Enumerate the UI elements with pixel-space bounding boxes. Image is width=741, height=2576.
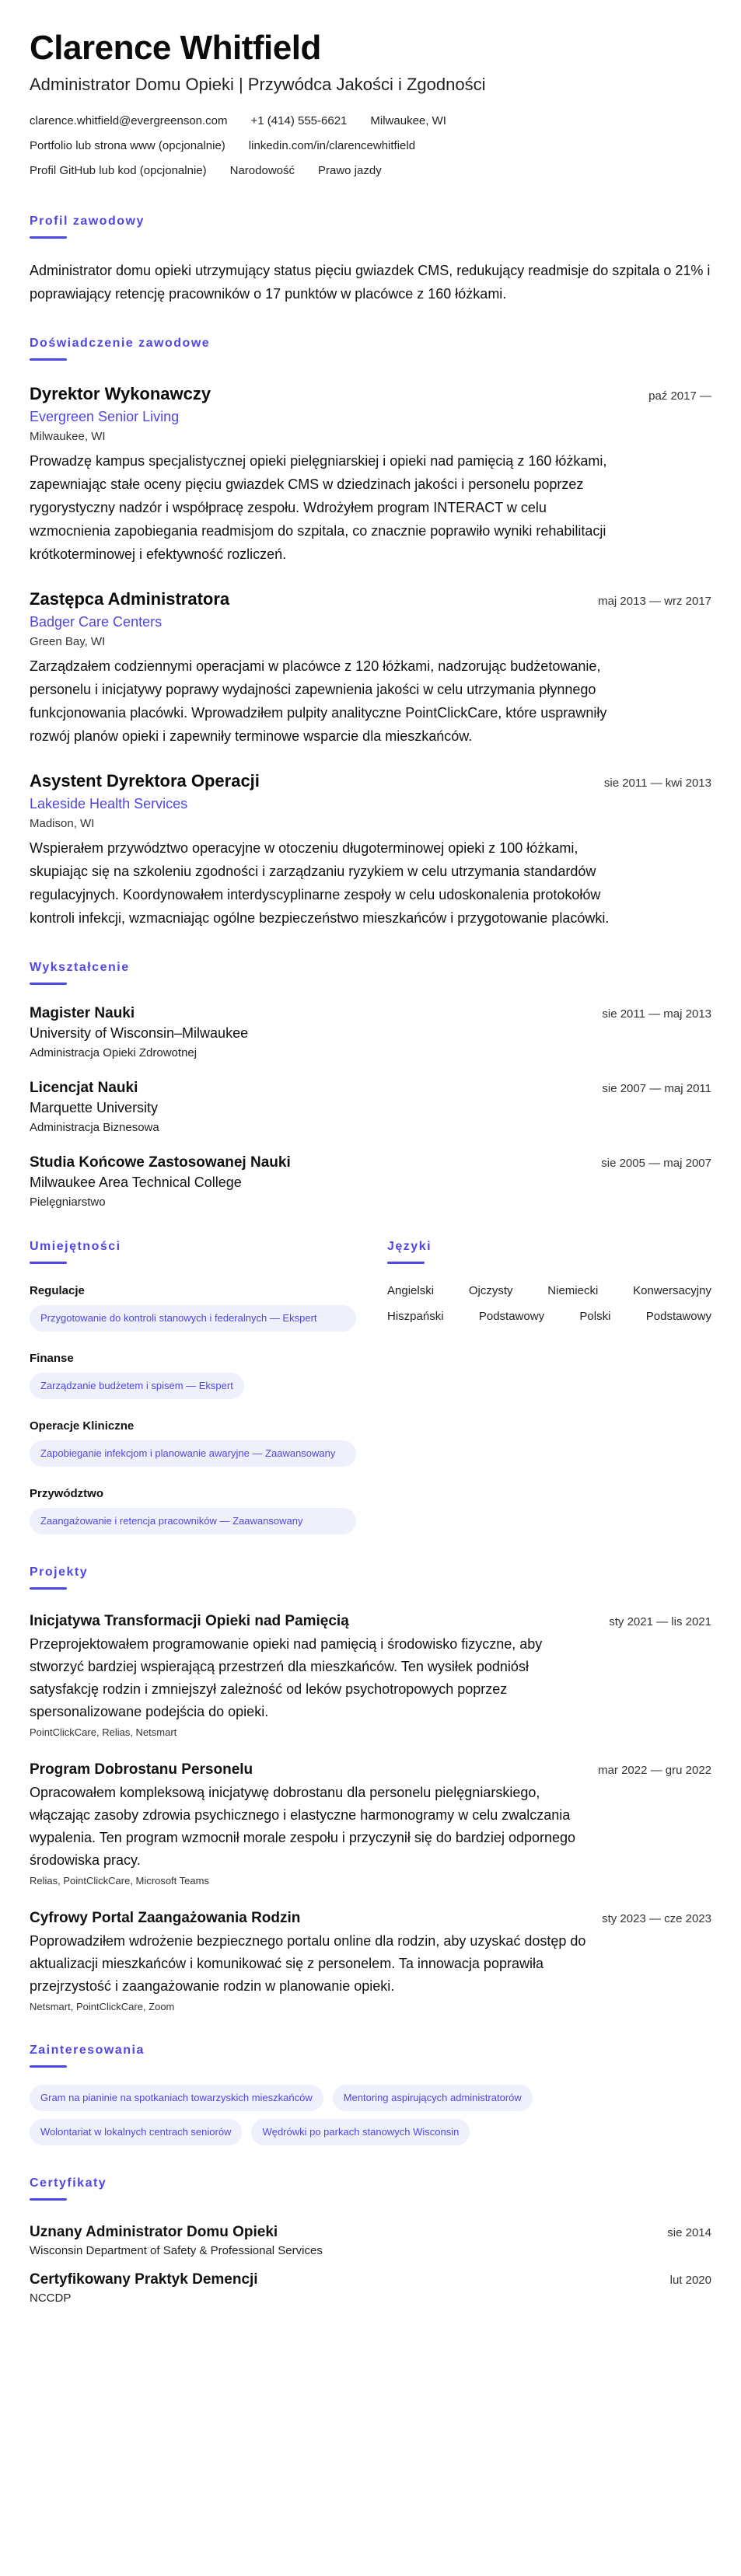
section-underline bbox=[387, 1262, 425, 1264]
projects-section bbox=[30, 1565, 711, 2012]
profile-summary: Administrator domu opieki utrzymujący status pięciu gwiazdek CMS, redukujący readmisje do szpitala o 21% i poprawiający retencję pracowników o 17 punktów w placówce z 160 łóżkami. bbox=[30, 263, 711, 302]
language-row bbox=[387, 1284, 711, 1297]
project-description: Opracowałem kompleksową inicjatywę dobrostanu dla personelu pielęgniarskiego, włączając zasoby zdrowia psychicznego i elastyczne harmonogramy w celu zwalczania wypalenia. Ten program wzmocnił morale zespołu i przyczynił się do bardziej odpornego środowiska pracy. bbox=[30, 1785, 576, 1868]
degree-title: Licencjat Nauki bbox=[30, 1080, 138, 1096]
skill-pill: Zapobieganie infekcjom i planowanie awaryjne — Zaawansowany bbox=[30, 1440, 356, 1467]
skill-category: Regulacje bbox=[30, 1284, 85, 1297]
job-entry bbox=[30, 589, 711, 748]
skill-pill: Przygotowanie do kontroli stanowych i federalnych — Ekspert bbox=[30, 1305, 356, 1332]
project-description: Poprowadziłem wdrożenie bezpiecznego portalu online dla rodzin, aby uzyskać dostęp do aktualizacji mieszkańców i komunikować się z personelem. Ta innowacja poprawiła przejrzystość i zaangażowanie rodzin w planowanie opieki. bbox=[30, 1933, 586, 1994]
github-link[interactable]: Profil GitHub lub kod (opcjonalnie) bbox=[30, 164, 207, 177]
certification-issuer: Wisconsin Department of Safety & Professional Services bbox=[30, 2244, 323, 2257]
project-entry bbox=[30, 1761, 711, 1887]
certification-date: lut 2020 bbox=[669, 2274, 711, 2287]
school-name: Marquette University bbox=[30, 1100, 159, 1115]
certification-entry bbox=[30, 2271, 711, 2305]
license-text: Prawo jazdy bbox=[318, 164, 382, 177]
section-title: Zainteresowania bbox=[30, 2044, 145, 2057]
skills-section bbox=[30, 1240, 356, 1534]
job-title: Dyrektor Wykonawczy bbox=[30, 384, 211, 403]
job-location: Madison, WI bbox=[30, 817, 95, 830]
section-underline bbox=[30, 358, 67, 361]
project-dates: mar 2022 — gru 2022 bbox=[598, 1764, 711, 1777]
certification-entry bbox=[30, 2224, 711, 2257]
company-link[interactable]: Evergreen Senior Living bbox=[30, 409, 180, 424]
company-link[interactable]: Lakeside Health Services bbox=[30, 796, 188, 812]
interest-pill: Gram na pianinie na spotkaniach towarzyskich mieszkańców bbox=[30, 2085, 323, 2111]
skill-pill: Zaangażowanie i retencja pracowników — Zaawansowany bbox=[30, 1508, 356, 1534]
skill-pill: Zarządzanie budżetem i spisem — Ekspert bbox=[30, 1373, 244, 1399]
portfolio-link[interactable]: Portfolio lub strona www (opcjonalnie) bbox=[30, 139, 225, 152]
project-entry bbox=[30, 1613, 711, 1738]
job-location: Green Bay, WI bbox=[30, 635, 106, 648]
certifications-section bbox=[30, 2176, 711, 2305]
interest-pill: Mentoring aspirujących administratorów bbox=[333, 2085, 533, 2111]
project-entry bbox=[30, 1910, 711, 2012]
section-title: Certyfikaty bbox=[30, 2176, 107, 2190]
job-description: Zarządzałem codziennymi operacjami w placówce z 120 łóżkami, nadzorując budżetowanie, personelu i inicjatywy poprawy wydajności zapewnienia jakości w celu utrzymania płynnego funkcjonowania placówki. Wprowadziłem pulpity analityczne PointClickCare, które usprawniły rozwój planów opieki i zapewniły terminowe wsparcie dla mieszkańców. bbox=[30, 658, 607, 744]
job-location: Milwaukee, WI bbox=[30, 430, 106, 443]
education-dates: sie 2005 — maj 2007 bbox=[601, 1157, 711, 1170]
project-tech: Relias, PointClickCare, Microsoft Teams bbox=[30, 1875, 209, 1887]
school-name: University of Wisconsin–Milwaukee bbox=[30, 1025, 249, 1041]
contact-block bbox=[30, 109, 711, 183]
resume-header bbox=[30, 28, 711, 183]
section-title: Projekty bbox=[30, 1565, 89, 1579]
education-entry bbox=[30, 1080, 711, 1134]
section-title: Doświadczenie zawodowe bbox=[30, 337, 211, 350]
school-name: Milwaukee Area Technical College bbox=[30, 1175, 242, 1190]
interest-pill: Wolontariat w lokalnych centrach seniorów bbox=[30, 2119, 242, 2145]
project-dates: sty 2023 — cze 2023 bbox=[602, 1912, 711, 1925]
education-section bbox=[30, 961, 711, 1209]
section-underline bbox=[30, 983, 67, 985]
languages-section bbox=[387, 1240, 711, 1534]
section-underline bbox=[30, 2198, 67, 2201]
project-description: Przeprojektowałem programowanie opieki nad pamięcią i środowisko fizyczne, aby stworzyć bardziej wspierającą przestrzeń dla mieszkańców. Ten wysiłek podniósł satysfakcję rodzin i zmniejszył zależność od leków psychotropowych poprzez spersonalizowane podejścia do opieki. bbox=[30, 1636, 543, 1719]
certification-date: sie 2014 bbox=[667, 2226, 711, 2239]
profile-section bbox=[30, 215, 711, 305]
interests-section bbox=[30, 2044, 711, 2145]
project-title: Cyfrowy Portal Zaangażowania Rodzin bbox=[30, 1910, 301, 1926]
skills-languages-row bbox=[30, 1240, 711, 1534]
job-dates: sie 2011 — kwi 2013 bbox=[603, 777, 711, 790]
field-of-study: Pielęgniarstwo bbox=[30, 1196, 106, 1209]
certification-title: Certyfikowany Praktyk Demencji bbox=[30, 2271, 258, 2288]
project-tech: Netsmart, PointClickCare, Zoom bbox=[30, 2001, 175, 2012]
interest-list bbox=[30, 2085, 620, 2145]
language-level: Ojczysty bbox=[468, 1284, 513, 1297]
project-tech: PointClickCare, Relias, Netsmart bbox=[30, 1726, 177, 1738]
job-description: Prowadzę kampus specjalistycznej opieki pielęgniarskiej i opieki nad pamięcią z 160 łóżkami, zapewniając stałe oceny pięciu gwiazdek CMS w dziedzinach jakości i personelu poprzez rygorystyczny nadzór i współpracę zespołu. Wdrożyłem program INTERACT w celu wzmocnienia zapobiegania readmisjom do szpitala, co znacznie poprawiło wyniki rehabilitacji krótkoterminowej i efektywność rozliczeń. bbox=[30, 453, 607, 562]
email-link[interactable]: clarence.whitfield@evergreenson.com bbox=[30, 114, 228, 127]
project-title: Inicjatywa Transformacji Opieki nad Pamięcią bbox=[30, 1613, 349, 1629]
language-level: Podstawowy bbox=[645, 1310, 711, 1323]
job-entry bbox=[30, 384, 711, 566]
job-title: Asystent Dyrektora Operacji bbox=[30, 771, 260, 791]
company-link[interactable]: Badger Care Centers bbox=[30, 614, 163, 630]
field-of-study: Administracja Biznesowa bbox=[30, 1121, 159, 1134]
section-title: Umiejętności bbox=[30, 1240, 121, 1253]
section-underline bbox=[30, 1262, 67, 1264]
education-dates: sie 2011 — maj 2013 bbox=[602, 1007, 711, 1021]
section-title: Języki bbox=[387, 1240, 432, 1253]
project-title: Program Dobrostanu Personelu bbox=[30, 1761, 253, 1778]
skill-category: Operacje Kliniczne bbox=[30, 1419, 135, 1433]
education-entry bbox=[30, 1005, 711, 1059]
experience-section bbox=[30, 337, 711, 930]
education-entry bbox=[30, 1154, 711, 1209]
job-description: Wspierałem przywództwo operacyjne w otoczeniu długoterminowej opieki z 100 łóżkami, skupiając się na szkoleniu zgodności i zarządzaniu ryzykiem w celu utrzymania standardów regulacyjnych. Koordynowałem interdyscyplinarne zespoły w celu udoskonalenia protokołów kontroli infekcji, wzmacniając ogólne bezpieczeństwo mieszkańców i przygotowanie placówki. bbox=[30, 840, 610, 926]
interest-pill: Wędrówki po parkach stanowych Wisconsin bbox=[251, 2119, 470, 2145]
certification-issuer: NCCDP bbox=[30, 2292, 72, 2305]
language-name: Polski bbox=[579, 1310, 611, 1323]
project-dates: sty 2021 — lis 2021 bbox=[609, 1615, 711, 1628]
language-row bbox=[387, 1310, 711, 1323]
certification-title: Uznany Administrator Domu Opieki bbox=[30, 2224, 278, 2240]
job-entry bbox=[30, 771, 711, 930]
language-name: Angielski bbox=[387, 1284, 435, 1297]
candidate-headline: Administrator Domu Opieki | Przywódca Jakości i Zgodności bbox=[30, 75, 486, 94]
location-text: Milwaukee, WI bbox=[370, 114, 446, 127]
job-dates: paź 2017 — bbox=[648, 389, 711, 403]
job-dates: maj 2013 — wrz 2017 bbox=[598, 595, 711, 608]
degree-title: Magister Nauki bbox=[30, 1005, 135, 1021]
skill-category: Finanse bbox=[30, 1352, 74, 1365]
section-title: Wykształcenie bbox=[30, 961, 130, 974]
nationality-text: Narodowość bbox=[229, 164, 295, 177]
language-name: Niemiecki bbox=[547, 1284, 599, 1297]
skill-category: Przywództwo bbox=[30, 1487, 104, 1500]
language-name: Hiszpański bbox=[387, 1310, 444, 1323]
linkedin-link[interactable]: linkedin.com/in/clarencewhitfield bbox=[248, 139, 416, 152]
candidate-name: Clarence Whitfield bbox=[30, 29, 321, 67]
education-dates: sie 2007 — maj 2011 bbox=[602, 1082, 711, 1095]
phone-link[interactable]: +1 (414) 555-6621 bbox=[250, 114, 348, 127]
field-of-study: Administracja Opieki Zdrowotnej bbox=[30, 1046, 197, 1059]
section-underline bbox=[30, 2065, 67, 2068]
degree-title: Studia Końcowe Zastosowanej Nauki bbox=[30, 1154, 291, 1171]
section-underline bbox=[30, 1587, 67, 1590]
section-underline bbox=[30, 236, 67, 239]
language-level: Podstawowy bbox=[478, 1310, 545, 1323]
language-level: Konwersacyjny bbox=[633, 1284, 711, 1297]
job-title: Zastępca Administratora bbox=[30, 589, 230, 609]
section-title: Profil zawodowy bbox=[30, 215, 145, 228]
